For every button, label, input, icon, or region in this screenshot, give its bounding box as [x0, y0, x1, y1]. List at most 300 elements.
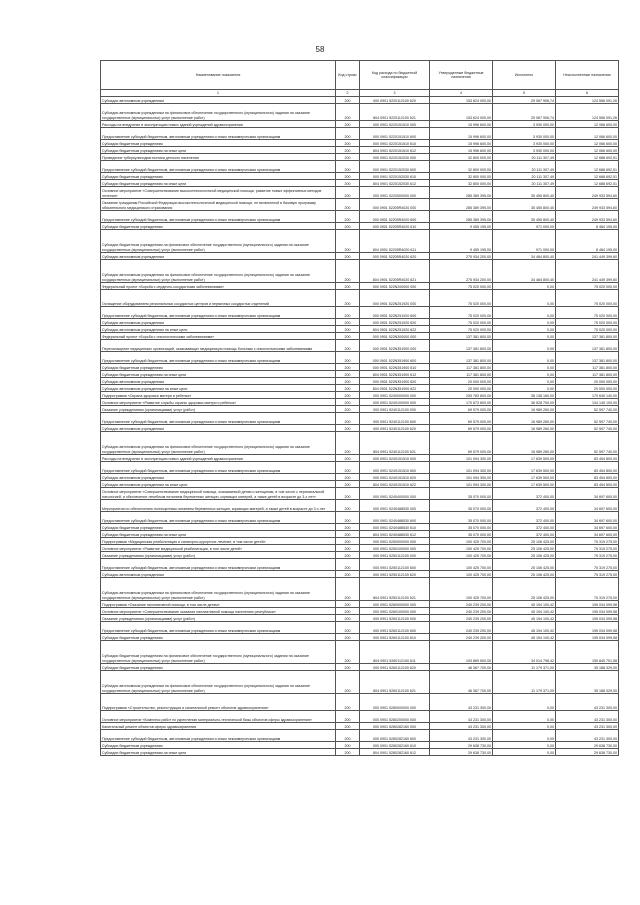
table-row [101, 622, 619, 634]
row-unexecuted-amount: 124 556 091,26 [556, 104, 619, 121]
row-executed-amount: 20 111 307,49 [493, 154, 556, 161]
row-approved-amount: 32 800 000,00 [430, 154, 493, 161]
row-classification-code: 000 0901 5240100000 000 [360, 399, 430, 406]
table-row [101, 326, 619, 333]
row-indicator-name: Предоставление субсидий бюджетным, автономным учреждениям и иным некоммерческим организациям [101, 559, 336, 571]
row-unexecuted-amount: 195 034 099,58 [556, 608, 619, 615]
row-unexecuted-amount: 75 319 275,00 [556, 552, 619, 559]
row-line-code: 200 [336, 340, 360, 352]
row-executed-amount: 29 067 906,74 [493, 97, 556, 104]
row-classification-code: 000 0901 5260112100 620 [360, 664, 430, 671]
table-row [101, 634, 619, 641]
row-line-code: 200 [336, 694, 360, 711]
row-indicator-name: Субсидии автономным учреждениям на финансовое обеспечение государственного (муниципального) задания на оказание государственных (муниципальных) услуг (выполнение работ) [101, 432, 336, 455]
table-row [101, 641, 619, 664]
row-line-code: 200 [336, 230, 360, 253]
row-line-code: 200 [336, 634, 360, 641]
row-unexecuted-amount: 117 381 800,00 [556, 371, 619, 378]
row-executed-amount: 45 194 100,42 [493, 615, 556, 622]
row-classification-code: 000 0901 522N351900 000 [360, 340, 430, 352]
row-executed-amount: 0,00 [493, 694, 556, 711]
row-classification-code: 000 0901 52205R4020 600 [360, 211, 430, 223]
row-unexecuted-amount: 29 638 730,00 [556, 749, 619, 756]
table-row [101, 173, 619, 180]
row-executed-amount: 25 106 425,00 [493, 559, 556, 571]
row-unexecuted-amount: 75 020 000,00 [556, 326, 619, 333]
row-unexecuted-amount: 75 020 000,00 [556, 290, 619, 307]
row-executed-amount: 34 014 798,42 [493, 641, 556, 664]
row-classification-code: 804 0901 5260112100 621 [360, 671, 430, 694]
row-indicator-name: Субсидии автономным учреждениям на иные цели [101, 326, 336, 333]
row-executed-amount: 0,00 [493, 340, 556, 352]
row-executed-amount: 0,00 [493, 378, 556, 385]
row-classification-code: 000 0901 5280282160 600 [360, 730, 430, 742]
row-classification-code: 000 0901 5220500000 000 [360, 187, 430, 199]
table-row [101, 319, 619, 326]
row-approved-amount: 75 020 000,00 [430, 307, 493, 319]
row-indicator-name: Оказание гражданам Российской Федерации высокотехнологичной медицинской помощи, не включенной в базовую программу обязательного медицинского страхования [101, 199, 336, 211]
row-line-code: 200 [336, 455, 360, 462]
row-indicator-name: Расходы на внедрение в эксплуатацию новых зданий учреждений здравоохранения [101, 455, 336, 462]
row-executed-amount: 11 179 371,00 [493, 664, 556, 671]
row-executed-amount: 0,00 [493, 723, 556, 730]
row-line-code: 200 [336, 545, 360, 552]
row-executed-amount: 372 400,00 [493, 512, 556, 524]
row-indicator-name: Субсидии бюджетным учреждениям на иные цели [101, 371, 336, 378]
row-indicator-name: Субсидии автономным учреждениям на финансовое обеспечение государственного (муниципального) задания на оказание государственных (муниципальных) услуг (выполнение работ) [101, 578, 336, 601]
row-approved-amount: 29 638 730,00 [430, 742, 493, 749]
row-unexecuted-amount: 12 066 600,00 [556, 128, 619, 140]
table-row [101, 154, 619, 161]
table-row [101, 671, 619, 694]
row-classification-code: 000 0901 5280282160 610 [360, 742, 430, 749]
row-line-code: 200 [336, 664, 360, 671]
row-approved-amount: 240 239 200,00 [430, 601, 493, 608]
row-unexecuted-amount: 249 933 594,60 [556, 187, 619, 199]
header-budget-classification-code: Код расхода по бюджетной классификации [360, 61, 430, 90]
table-row [101, 199, 619, 211]
row-approved-amount: 20 000 000,00 [430, 385, 493, 392]
row-indicator-name: Предоставление субсидий бюджетным, автономным учреждениям и иным некоммерческим организациям [101, 352, 336, 364]
row-indicator-name: Основное мероприятие «Развитие медицинской реабилитации, в том числе детей» [101, 545, 336, 552]
row-indicator-name: Субсидии бюджетным учреждениям [101, 742, 336, 749]
row-line-code: 200 [336, 147, 360, 154]
row-unexecuted-amount: 195 034 099,58 [556, 634, 619, 641]
row-executed-amount: 372 400,00 [493, 488, 556, 500]
row-indicator-name: Основное мероприятие «Развитие службы охраны здоровья матери и ребенка» [101, 399, 336, 406]
row-unexecuted-amount: 34 697 600,00 [556, 524, 619, 531]
row-indicator-name: Субсидии автономным учреждениям на финансовое обеспечение государственного (муниципального) задания на оказание государственных (муниципальных) услуг (выполнение работ) [101, 260, 336, 283]
row-classification-code: 000 0901 5240112100 600 [360, 413, 430, 425]
row-line-code: 200 [336, 559, 360, 571]
table-row [101, 364, 619, 371]
row-line-code: 200 [336, 385, 360, 392]
row-executed-amount: 0,00 [493, 333, 556, 340]
row-executed-amount: 0,00 [493, 742, 556, 749]
row-approved-amount: 69 579 000,00 [430, 406, 493, 413]
row-classification-code: 000 0901 5240151510 600 [360, 462, 430, 474]
table-row [101, 223, 619, 230]
row-executed-amount: 25 106 425,00 [493, 571, 556, 578]
row-indicator-name: Оказание учреждениями (организациями) услуг (работ) [101, 615, 336, 622]
row-classification-code: 000 0901 5240112100 620 [360, 425, 430, 432]
row-line-code: 200 [336, 364, 360, 371]
row-line-code: 200 [336, 121, 360, 128]
row-indicator-name: Субсидии автономным учреждениям [101, 97, 336, 104]
row-indicator-name: Предоставление субсидий бюджетным, автономным учреждениям и иным некоммерческим организациям [101, 211, 336, 223]
column-number: 1 [101, 90, 336, 97]
row-approved-amount: 100 425 700,00 [430, 578, 493, 601]
row-approved-amount: 43 231 300,00 [430, 711, 493, 723]
table-row [101, 455, 619, 462]
row-indicator-name: Субсидии автономным учреждениям [101, 319, 336, 326]
table-row [101, 694, 619, 711]
table-row [101, 352, 619, 364]
table-row [101, 488, 619, 500]
row-executed-amount: 0,00 [493, 290, 556, 307]
header-executed: Исполнено [493, 61, 556, 90]
row-indicator-name: Оснащение оборудованием региональных сосудистых центров и первичных сосудистых отделений [101, 290, 336, 307]
row-unexecuted-amount: 83 454 800,00 [556, 455, 619, 462]
column-number: 5 [493, 90, 556, 97]
row-line-code: 200 [336, 622, 360, 634]
row-executed-amount: 0,00 [493, 307, 556, 319]
row-unexecuted-amount: 249 933 594,60 [556, 199, 619, 211]
row-classification-code: 000 0901 5240151510 620 [360, 474, 430, 481]
row-unexecuted-amount: 137 381 800,00 [556, 340, 619, 352]
row-executed-amount: 25 106 425,00 [493, 538, 556, 545]
table-row [101, 290, 619, 307]
row-executed-amount: 372 400,00 [493, 531, 556, 538]
row-unexecuted-amount: 117 381 800,00 [556, 364, 619, 371]
row-unexecuted-amount: 83 454 800,00 [556, 481, 619, 488]
row-approved-amount: 101 094 300,00 [430, 474, 493, 481]
row-indicator-name: Оказание учреждениями (организациями) услуг (работ) [101, 406, 336, 413]
row-classification-code: 000 0901 5280282160 000 [360, 723, 430, 730]
row-approved-amount: 275 934 200,00 [430, 260, 493, 283]
row-approved-amount: 101 094 300,00 [430, 481, 493, 488]
row-executed-amount: 36 138 160,00 [493, 392, 556, 399]
row-executed-amount: 20 111 307,49 [493, 180, 556, 187]
table-row [101, 512, 619, 524]
row-approved-amount: 100 425 700,00 [430, 545, 493, 552]
row-classification-code: 804 0901 522N351900 622 [360, 385, 430, 392]
row-indicator-name: Субсидии автономным учреждениям [101, 474, 336, 481]
row-approved-amount: 137 381 800,00 [430, 340, 493, 352]
row-classification-code: 804 0901 522N351900 612 [360, 371, 430, 378]
table-row [101, 307, 619, 319]
row-classification-code: 000 0901 5220112100 620 [360, 97, 430, 104]
row-approved-amount: 32 800 000,00 [430, 180, 493, 187]
row-executed-amount: 17 639 500,00 [493, 462, 556, 474]
row-approved-amount: 75 020 000,00 [430, 326, 493, 333]
row-unexecuted-amount: 75 319 275,00 [556, 545, 619, 552]
row-line-code: 200 [336, 474, 360, 481]
row-approved-amount: 43 231 300,00 [430, 723, 493, 730]
row-classification-code: 000 0901 522N351900 600 [360, 352, 430, 364]
row-executed-amount: 0,00 [493, 319, 556, 326]
column-number-row [101, 90, 619, 97]
row-indicator-name: Федеральный проект «Борьба с сердечно-сосудистыми заболеваниями» [101, 283, 336, 290]
row-unexecuted-amount: 34 697 600,00 [556, 531, 619, 538]
row-indicator-name: Предоставление субсидий бюджетным, автономным учреждениям и иным некоммерческим организациям [101, 413, 336, 425]
row-classification-code: 000 0901 5240488530 610 [360, 524, 430, 531]
row-indicator-name: Предоставление субсидий бюджетным, автономным учреждениям и иным некоммерческим организациям [101, 161, 336, 173]
row-unexecuted-amount: 12 066 600,00 [556, 147, 619, 154]
table-row [101, 340, 619, 352]
row-classification-code: 804 0901 5260112100 611 [360, 641, 430, 664]
row-unexecuted-amount: 34 697 600,00 [556, 488, 619, 500]
row-line-code: 200 [336, 524, 360, 531]
row-unexecuted-amount: 43 231 300,00 [556, 730, 619, 742]
row-line-code: 200 [336, 615, 360, 622]
row-line-code: 200 [336, 432, 360, 455]
row-classification-code: 000 0901 5260112100 000 [360, 615, 430, 622]
row-unexecuted-amount: 195 034 099,58 [556, 615, 619, 622]
row-approved-amount: 137 381 800,00 [430, 333, 493, 340]
row-line-code: 200 [336, 211, 360, 223]
row-classification-code: 000 0901 5260112100 600 [360, 622, 430, 634]
row-line-code: 200 [336, 326, 360, 333]
row-approved-amount: 170 673 800,00 [430, 399, 493, 406]
row-line-code: 200 [336, 671, 360, 694]
row-classification-code: 000 0901 5260112100 610 [360, 634, 430, 641]
row-line-code: 200 [336, 307, 360, 319]
row-classification-code: 000 0901 5260100000 000 [360, 608, 430, 615]
row-unexecuted-amount: 29 638 730,00 [556, 742, 619, 749]
row-line-code: 200 [336, 406, 360, 413]
row-line-code: 200 [336, 749, 360, 756]
row-approved-amount: 29 638 730,00 [430, 749, 493, 756]
row-unexecuted-amount: 12 688 692,51 [556, 161, 619, 173]
page-number: 58 [315, 45, 325, 54]
row-classification-code: 804 0901 5280282160 612 [360, 749, 430, 756]
row-executed-amount: 35 455 800,40 [493, 187, 556, 199]
table-row [101, 552, 619, 559]
row-unexecuted-amount: 195 034 099,58 [556, 601, 619, 608]
row-approved-amount: 9 455 195,00 [430, 230, 493, 253]
table-row [101, 474, 619, 481]
row-executed-amount: 45 194 100,42 [493, 634, 556, 641]
row-classification-code: 000 0901 5250112100 600 [360, 559, 430, 571]
row-executed-amount: 45 194 100,42 [493, 608, 556, 615]
row-indicator-name: Субсидии автономным учреждениям на финансовое обеспечение государственного (муниципального) задания на оказание государственных (муниципальных) услуг (выполнение работ) [101, 104, 336, 121]
column-number: 6 [556, 90, 619, 97]
row-line-code: 200 [336, 742, 360, 749]
table-row [101, 104, 619, 121]
row-unexecuted-amount: 8 484 195,00 [556, 230, 619, 253]
row-executed-amount: 25 106 425,00 [493, 578, 556, 601]
row-unexecuted-amount: 137 381 800,00 [556, 333, 619, 340]
row-approved-amount: 35 070 000,00 [430, 512, 493, 524]
table-row [101, 723, 619, 730]
row-unexecuted-amount: 83 454 800,00 [556, 474, 619, 481]
row-approved-amount: 117 381 800,00 [430, 371, 493, 378]
row-approved-amount: 153 624 000,00 [430, 104, 493, 121]
row-indicator-name: Субсидии автономным учреждениям на иные цели [101, 385, 336, 392]
row-line-code: 200 [336, 180, 360, 187]
row-approved-amount: 100 425 700,00 [430, 538, 493, 545]
row-classification-code: 000 0901 5240112100 000 [360, 406, 430, 413]
row-classification-code: 000 0901 522N300000 000 [360, 333, 430, 340]
table-row [101, 97, 619, 104]
row-unexecuted-amount: 12 066 600,00 [556, 140, 619, 147]
row-executed-amount: 17 639 500,00 [493, 474, 556, 481]
row-classification-code: 000 0901 5240151510 000 [360, 455, 430, 462]
row-indicator-name: Основное мероприятие «Комплекс работ по укреплению материально-технической базы объектов сферы здравоохранения» [101, 711, 336, 723]
row-approved-amount: 9 455 195,00 [430, 223, 493, 230]
table-row [101, 230, 619, 253]
table-row [101, 749, 619, 756]
row-unexecuted-amount: 75 020 000,00 [556, 307, 619, 319]
row-approved-amount: 100 425 700,00 [430, 552, 493, 559]
row-approved-amount: 35 070 000,00 [430, 531, 493, 538]
row-approved-amount: 193 869 500,00 [430, 641, 493, 664]
row-executed-amount: 0,00 [493, 364, 556, 371]
row-approved-amount: 32 800 000,00 [430, 173, 493, 180]
row-classification-code: 000 0901 5260000000 000 [360, 601, 430, 608]
row-unexecuted-amount: 8 484 195,00 [556, 223, 619, 230]
row-approved-amount: 69 579 000,00 [430, 432, 493, 455]
row-approved-amount: 117 381 800,00 [430, 364, 493, 371]
row-classification-code: 000 0901 52205R4020 620 [360, 253, 430, 260]
row-indicator-name: Субсидии бюджетным учреждениям на финансовое обеспечение государственного (муниципального) задания на оказание государственных (муниципальных) услуг (выполнение работ) [101, 641, 336, 664]
table-row [101, 664, 619, 671]
row-indicator-name: Субсидии бюджетным учреждениям [101, 140, 336, 147]
row-indicator-name: Мероприятия по обеспечению полноценным питанием беременных женщин, кормящих матерей, а также детей в возрасте до 3-х лет [101, 500, 336, 512]
row-unexecuted-amount: 52 597 740,00 [556, 432, 619, 455]
row-classification-code: 000 0901 5280200000 000 [360, 711, 430, 723]
row-indicator-name: Предоставление субсидий бюджетным, автономным учреждениям и иным некоммерческим организациям [101, 730, 336, 742]
row-indicator-name: Субсидии бюджетным учреждениям на иные цели [101, 749, 336, 756]
table-row [101, 742, 619, 749]
row-classification-code: 000 0901 5240400000 000 [360, 488, 430, 500]
row-unexecuted-amount: 52 597 740,00 [556, 425, 619, 432]
row-executed-amount: 3 930 000,00 [493, 121, 556, 128]
row-indicator-name: Субсидии бюджетным учреждениям [101, 664, 336, 671]
row-approved-amount: 15 996 600,00 [430, 140, 493, 147]
row-approved-amount: 46 367 700,00 [430, 671, 493, 694]
row-unexecuted-amount: 43 231 300,00 [556, 723, 619, 730]
row-indicator-name: Предоставление субсидий бюджетным, автономным учреждениям и иным некоммерческим организациям [101, 128, 336, 140]
row-indicator-name: Субсидии бюджетным учреждениям [101, 223, 336, 230]
row-approved-amount: 35 070 000,00 [430, 524, 493, 531]
row-unexecuted-amount: 75 319 275,00 [556, 559, 619, 571]
row-classification-code: 000 0901 5220151510 600 [360, 128, 430, 140]
row-approved-amount: 75 020 000,00 [430, 290, 493, 307]
row-unexecuted-amount: 249 933 594,60 [556, 211, 619, 223]
row-indicator-name: Субсидии автономным учреждениям [101, 425, 336, 432]
table-row [101, 161, 619, 173]
table-row [101, 211, 619, 223]
row-classification-code: 000 0901 52205R4020 000 [360, 199, 430, 211]
row-indicator-name: Субсидии автономным учреждениям на финансовое обеспечение государственного (муниципального) задания на оказание государственных (муниципальных) услуг (выполнение работ) [101, 671, 336, 694]
row-executed-amount: 971 000,00 [493, 223, 556, 230]
row-executed-amount: 0,00 [493, 283, 556, 290]
row-indicator-name: Расходы на внедрение в эксплуатацию новых зданий учреждений здравоохранения [101, 121, 336, 128]
row-executed-amount: 0,00 [493, 730, 556, 742]
row-executed-amount: 25 106 425,00 [493, 545, 556, 552]
row-line-code: 200 [336, 392, 360, 399]
row-classification-code: 804 0901 5220151510 612 [360, 147, 430, 154]
row-approved-amount: 35 070 000,00 [430, 500, 493, 512]
row-classification-code: 000 0901 5280000000 000 [360, 694, 430, 711]
row-line-code: 200 [336, 283, 360, 290]
row-approved-amount: 100 425 700,00 [430, 571, 493, 578]
row-classification-code: 000 0901 5250000000 000 [360, 538, 430, 545]
row-classification-code: 000 0901 52205R4020 610 [360, 223, 430, 230]
row-line-code: 200 [336, 538, 360, 545]
row-executed-amount: 25 106 425,00 [493, 552, 556, 559]
row-classification-code: 000 0901 5240488530 600 [360, 512, 430, 524]
row-executed-amount: 17 639 500,00 [493, 481, 556, 488]
row-approved-amount: 69 579 000,00 [430, 425, 493, 432]
row-unexecuted-amount: 35 188 329,00 [556, 671, 619, 694]
header-unexecuted: Неисполненные назначения [556, 61, 619, 90]
row-executed-amount: 16 989 260,00 [493, 413, 556, 425]
row-classification-code: 804 0901 52205R4020 621 [360, 260, 430, 283]
row-approved-amount: 101 094 300,00 [430, 455, 493, 462]
row-executed-amount: 16 989 260,00 [493, 432, 556, 455]
table-row [101, 481, 619, 488]
row-indicator-name: Основное мероприятие «Совершенствование оказания паллиативной помощи населению республики» [101, 608, 336, 615]
row-unexecuted-amount: 34 697 600,00 [556, 512, 619, 524]
row-indicator-name: Проведение туберкулинодиагностики детского населения [101, 154, 336, 161]
table-row [101, 730, 619, 742]
row-unexecuted-amount: 75 319 275,00 [556, 571, 619, 578]
row-indicator-name: Субсидии бюджетным учреждениям на иные цели [101, 180, 336, 187]
row-approved-amount: 32 800 000,00 [430, 161, 493, 173]
row-indicator-name: Субсидии бюджетным учреждениям [101, 364, 336, 371]
row-approved-amount: 240 239 200,00 [430, 622, 493, 634]
row-line-code: 200 [336, 413, 360, 425]
row-approved-amount: 240 239 200,00 [430, 608, 493, 615]
row-classification-code: 000 0901 5220152030 600 [360, 161, 430, 173]
row-line-code: 200 [336, 711, 360, 723]
row-indicator-name: Субсидии бюджетным учреждениям [101, 524, 336, 531]
row-classification-code: 000 0901 5240488530 000 [360, 500, 430, 512]
header-row [101, 61, 619, 90]
row-executed-amount: 45 194 100,42 [493, 622, 556, 634]
row-line-code: 200 [336, 531, 360, 538]
row-line-code: 200 [336, 260, 360, 283]
row-classification-code: 000 0901 522N351900 610 [360, 364, 430, 371]
row-line-code: 200 [336, 500, 360, 512]
row-approved-amount: 20 000 000,00 [430, 378, 493, 385]
table-row [101, 711, 619, 723]
row-indicator-name: Субсидии бюджетным учреждениям на финансовое обеспечение государственного (муниципального) задания на оказание государственных (муниципальных) услуг (выполнение работ) [101, 230, 336, 253]
row-executed-amount: 16 989 260,00 [493, 425, 556, 432]
row-executed-amount: 11 179 371,00 [493, 671, 556, 694]
table-row [101, 147, 619, 154]
header-indicator-name: Наименование показателя [101, 61, 336, 90]
row-line-code: 200 [336, 333, 360, 340]
row-approved-amount: 285 389 395,00 [430, 187, 493, 199]
table-row [101, 140, 619, 147]
row-executed-amount: 45 194 100,42 [493, 601, 556, 608]
row-classification-code: 000 0901 5220151510 610 [360, 140, 430, 147]
row-line-code: 200 [336, 371, 360, 378]
row-unexecuted-amount: 75 020 000,00 [556, 319, 619, 326]
row-line-code: 200 [336, 378, 360, 385]
row-indicator-name: Капитальный ремонт объектов сферы здравоохранения [101, 723, 336, 730]
row-approved-amount: 15 996 600,00 [430, 121, 493, 128]
row-approved-amount: 46 367 700,00 [430, 664, 493, 671]
table-body [101, 97, 619, 756]
row-classification-code: 000 0901 5220152030 610 [360, 173, 430, 180]
row-classification-code: 000 0901 5250112100 620 [360, 571, 430, 578]
row-unexecuted-amount: 75 319 275,00 [556, 578, 619, 601]
